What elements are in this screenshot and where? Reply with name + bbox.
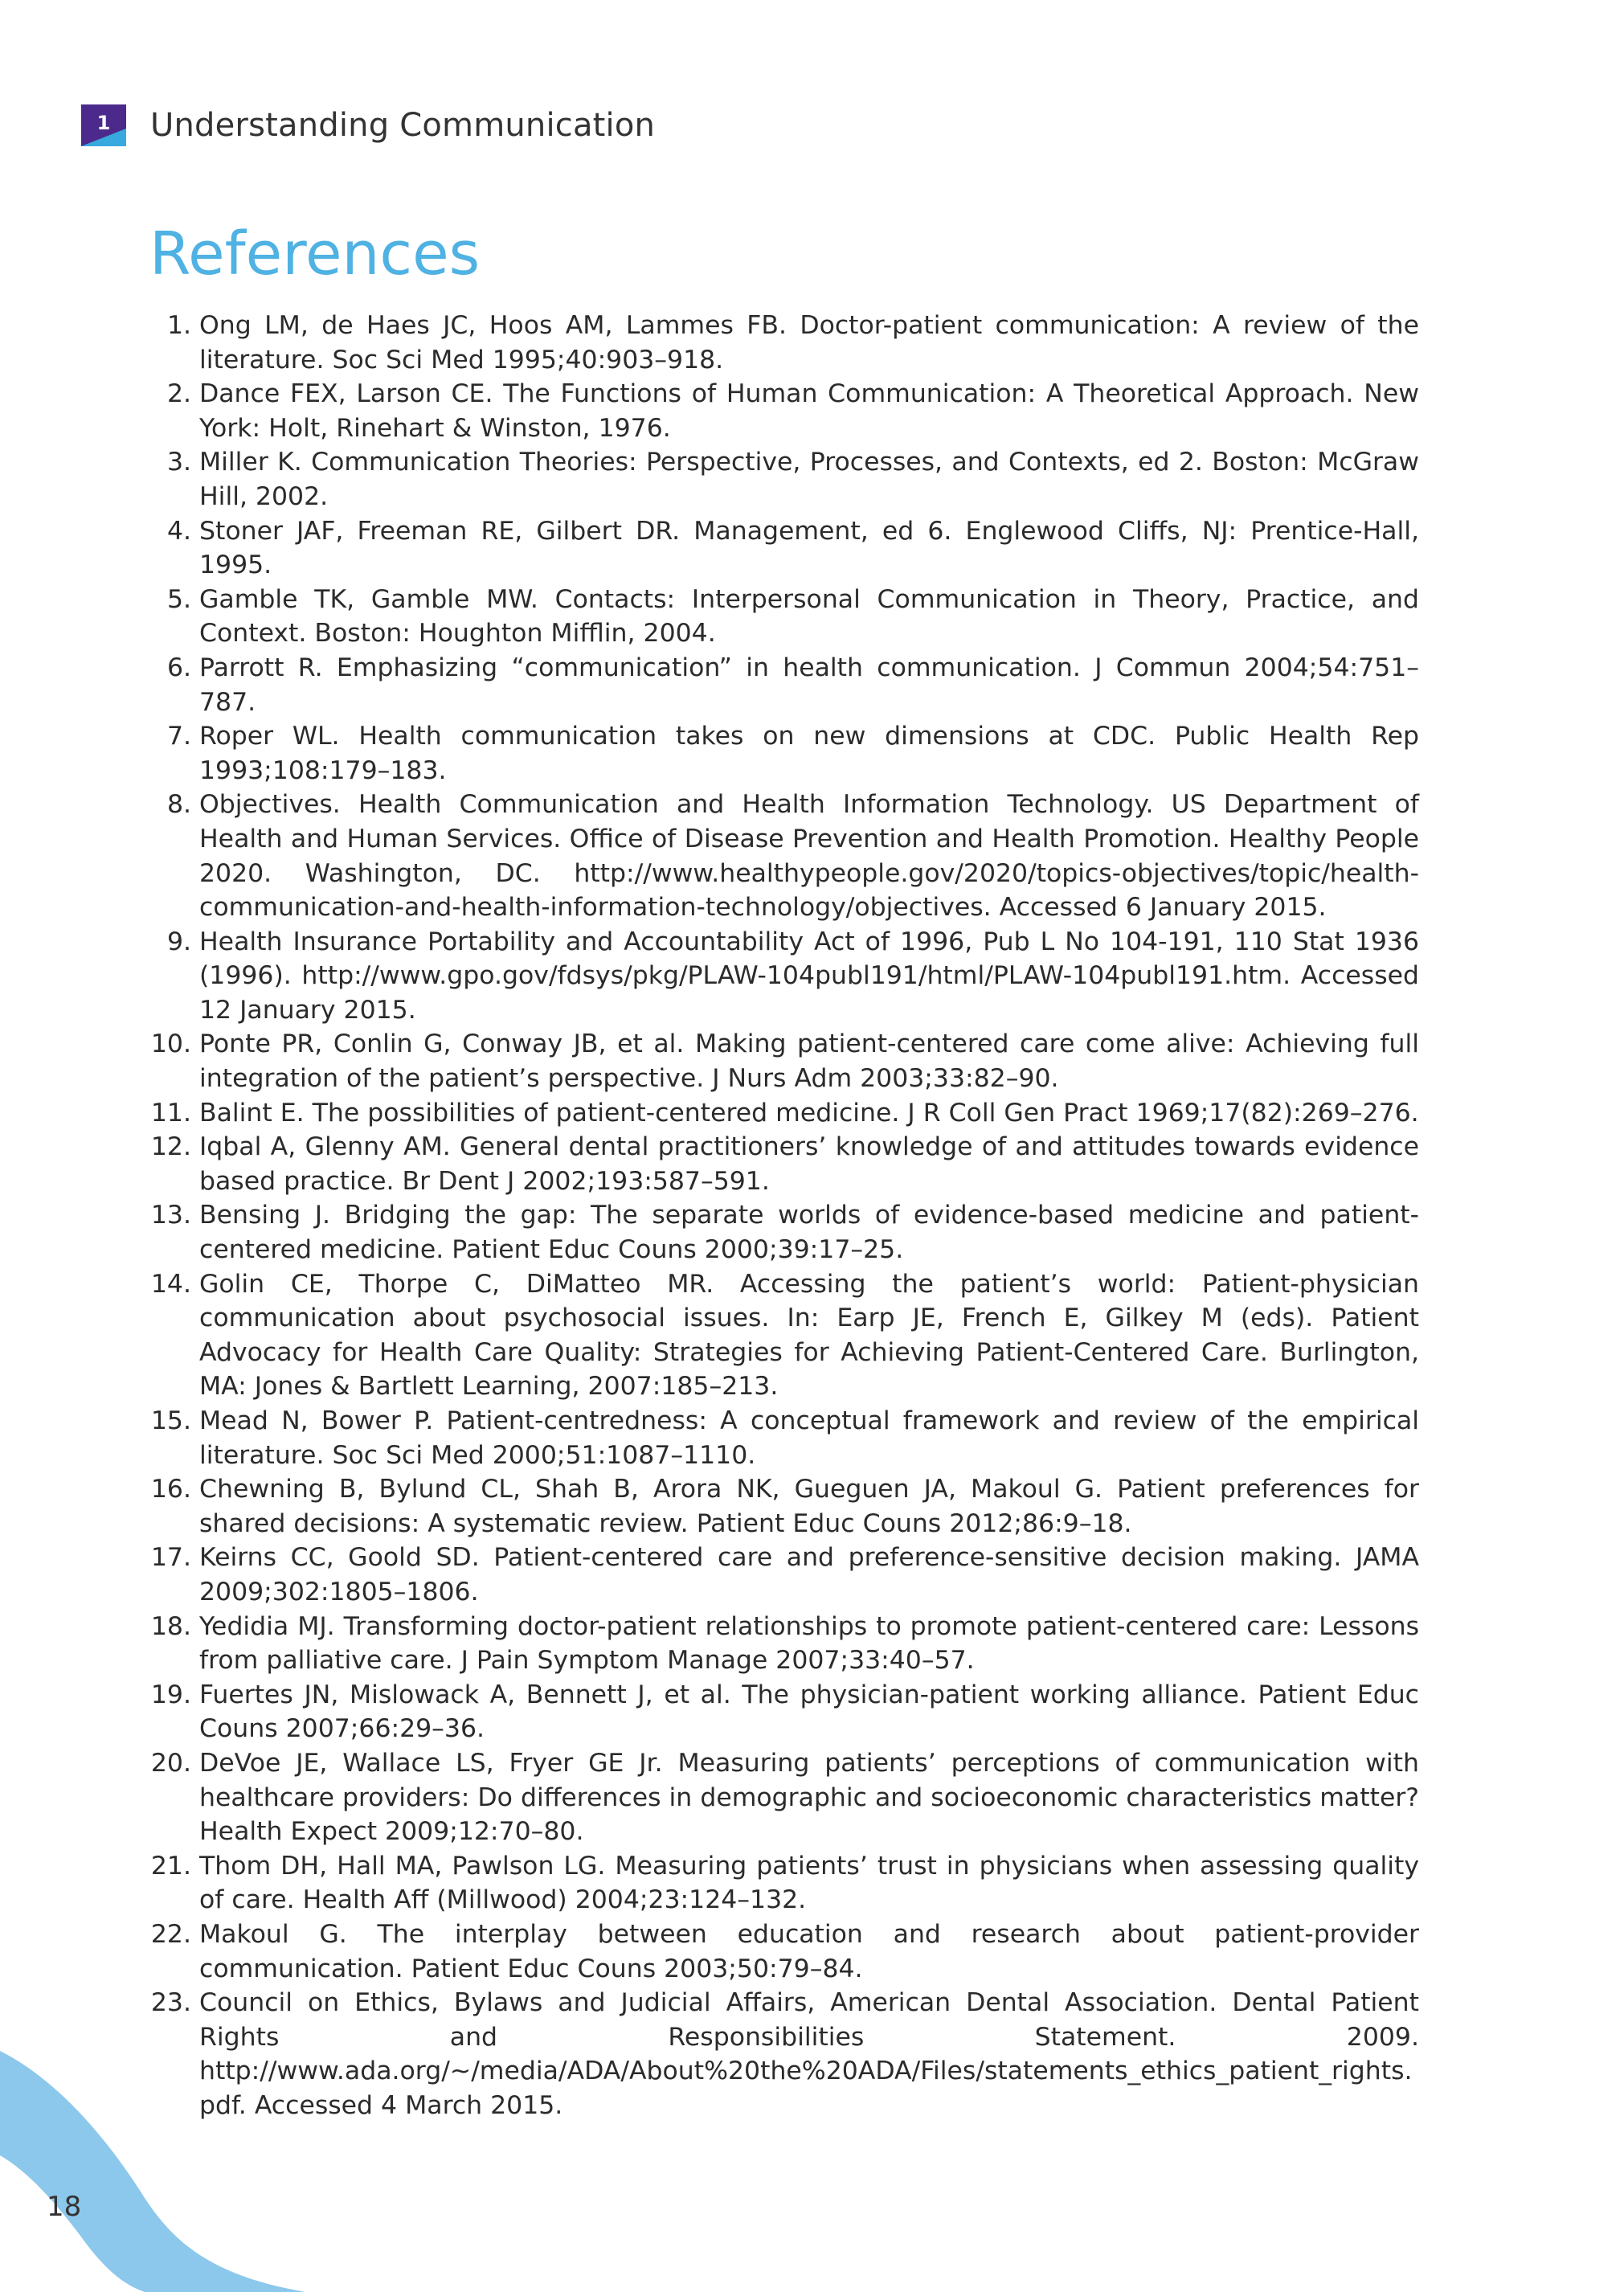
reference-item bbox=[149, 377, 1419, 445]
chapter-title: Understanding Communication bbox=[150, 107, 656, 144]
reference-item bbox=[149, 925, 1419, 1028]
reference-text: Dance FEX, Larson CE. The Functions of Human Communication: A Theoretical Approach. New York: Holt, Rinehart & Winston, 1976. bbox=[199, 379, 1419, 443]
chapter-badge bbox=[81, 104, 126, 146]
reference-list bbox=[149, 309, 1419, 2122]
reference-number: 11. bbox=[150, 1098, 191, 1128]
reference-number: 21. bbox=[150, 1851, 191, 1881]
reference-item bbox=[149, 1746, 1419, 1849]
reference-item bbox=[149, 1096, 1419, 1131]
decorative-swoosh bbox=[0, 2051, 378, 2292]
reference-text: Health Insurance Portability and Accountability Act of 1996, Pub L No 104-191, 110 Stat 1936 (1996). http://www.gpo.gov/fdsys/pkg/PLAW-104publ191/html/PLAW-104publ191.htm. Accessed 12 January 2015. bbox=[199, 927, 1419, 1025]
reference-item bbox=[149, 309, 1419, 377]
reference-item bbox=[149, 1130, 1419, 1198]
reference-text: Miller K. Communication Theories: Perspective, Processes, and Contexts, ed 2. Boston: McGraw Hill, 2002. bbox=[199, 448, 1419, 511]
reference-item bbox=[149, 1267, 1419, 1404]
reference-item bbox=[149, 1918, 1419, 1986]
section-title: References bbox=[149, 219, 481, 289]
reference-item bbox=[149, 1027, 1419, 1095]
reference-number: 19. bbox=[150, 1680, 191, 1709]
reference-number: 2. bbox=[166, 379, 191, 409]
reference-item bbox=[149, 1198, 1419, 1267]
reference-number: 22. bbox=[150, 1919, 191, 1949]
reference-text: Iqbal A, Glenny AM. General dental practitioners’ knowledge of and attitudes towards evidence based practice. Br Dent J 2002;193:587–591. bbox=[199, 1132, 1419, 1196]
reference-text: Chewning B, Bylund CL, Shah B, Arora NK, Gueguen JA, Makoul G. Patient preferences for shared decisions: A systematic review. Patient Educ Couns 2012;86:9–18. bbox=[199, 1475, 1419, 1538]
reference-item bbox=[149, 1472, 1419, 1541]
reference-item bbox=[149, 719, 1419, 788]
reference-text: Fuertes JN, Mislowack A, Bennett J, et al. The physician-patient working alliance. Patient Educ Couns 2007;66:29–36. bbox=[199, 1680, 1419, 1744]
reference-number: 8. bbox=[166, 790, 191, 820]
reference-text: Mead N, Bower P. Patient-centredness: A conceptual framework and review of the empirical literature. Soc Sci Med 2000;51:1087–1110. bbox=[199, 1406, 1419, 1470]
reference-text: Council on Ethics, Bylaws and Judicial Affairs, American Dental Association. Dental Patient Rights and Responsibilities Statement. 2009. http://www.ada.org/~/media/ADA/About%20the%20ADA/Files/statements_ethics_patient_rights.pdf. Accessed 4 March 2015. bbox=[199, 1988, 1419, 2120]
reference-number: 10. bbox=[150, 1029, 191, 1059]
reference-text: Balint E. The possibilities of patient-centered medicine. J R Coll Gen Pract 1969;17(82):269–276. bbox=[199, 1098, 1419, 1128]
reference-text: Ponte PR, Conlin G, Conway JB, et al. Making patient-centered care come alive: Achieving full integration of the patient’s perspective. J Nurs Adm 2003;33:82–90. bbox=[199, 1029, 1419, 1094]
reference-text: DeVoe JE, Wallace LS, Fryer GE Jr. Measuring patients’ perceptions of communication with healthcare providers: Do differences in demographic and socioeconomic characteristics matter? Health Expect 2009;12:70–80. bbox=[199, 1748, 1419, 1847]
reference-number: 14. bbox=[150, 1269, 191, 1299]
reference-text: Thom DH, Hall MA, Pawlson LG. Measuring patients’ trust in physicians when assessing quality of care. Health Aff (Millwood) 2004;23:124–132. bbox=[199, 1851, 1419, 1915]
reference-text: Objectives. Health Communication and Health Information Technology. US Department of Health and Human Services. Office of Disease Prevention and Health Promotion. Healthy People 2020. Washington, DC. http://www.healthypeople.gov/2020/topics-objectives/topic/health-communication-and-health-information-technology/objectives. Accessed 6 January 2015. bbox=[199, 790, 1419, 923]
reference-item bbox=[149, 1849, 1419, 1918]
reference-item bbox=[149, 651, 1419, 719]
reference-number: 1. bbox=[166, 311, 191, 340]
reference-number: 9. bbox=[166, 927, 191, 956]
reference-number: 13. bbox=[150, 1201, 191, 1230]
reference-item bbox=[149, 514, 1419, 583]
reference-item bbox=[149, 788, 1419, 924]
reference-number: 4. bbox=[166, 516, 191, 546]
reference-item bbox=[149, 1678, 1419, 1746]
reference-number: 16. bbox=[150, 1475, 191, 1504]
page-number: 18 bbox=[47, 2191, 82, 2223]
reference-number: 20. bbox=[150, 1748, 191, 1778]
reference-text: Yedidia MJ. Transforming doctor-patient relationships to promote patient-centered care: Lessons from palliative care. J Pain Symptom Manage 2007;33:40–57. bbox=[199, 1611, 1419, 1676]
reference-number: 5. bbox=[166, 584, 191, 614]
reference-number: 23. bbox=[150, 1988, 191, 2018]
reference-text: Makoul G. The interplay between education and research about patient-provider communication. Patient Educ Couns 2003;50:79–84. bbox=[199, 1919, 1419, 1983]
reference-item bbox=[149, 583, 1419, 651]
reference-number: 6. bbox=[166, 653, 191, 682]
reference-text: Golin CE, Thorpe C, DiMatteo MR. Accessing the patient’s world: Patient-physician communication about psychosocial issues. In: Earp JE, French E, Gilkey M (eds). Patient Advocacy for Health Care Quality: Strategies for Achieving Patient-Centered Care. Burlington, MA: Jones & Bartlett Learning, 2007:185–213. bbox=[199, 1269, 1419, 1402]
reference-text: Parrott R. Emphasizing “communication” in health communication. J Commun 2004;54:751–787. bbox=[199, 653, 1419, 717]
reference-number: 15. bbox=[150, 1406, 191, 1435]
chapter-number: 1 bbox=[96, 112, 111, 134]
reference-text: Gamble TK, Gamble MW. Contacts: Interpersonal Communication in Theory, Practice, and Context. Boston: Houghton Mifflin, 2004. bbox=[199, 584, 1419, 649]
reference-text: Roper WL. Health communication takes on new dimensions at CDC. Public Health Rep 1993;108:179–183. bbox=[199, 722, 1419, 785]
reference-item bbox=[149, 1610, 1419, 1678]
reference-number: 12. bbox=[150, 1132, 191, 1162]
reference-item bbox=[149, 1541, 1419, 1609]
reference-number: 7. bbox=[166, 722, 191, 751]
reference-text: Bensing J. Bridging the gap: The separate worlds of evidence-based medicine and patient-centered medicine. Patient Educ Couns 2000;39:17–25. bbox=[199, 1201, 1419, 1265]
reference-text: Keirns CC, Goold SD. Patient-centered care and preference-sensitive decision making. JAMA 2009;302:1805–1806. bbox=[199, 1543, 1419, 1606]
reference-text: Ong LM, de Haes JC, Hoos AM, Lammes FB. Doctor-patient communication: A review of the literature. Soc Sci Med 1995;40:903–918. bbox=[199, 311, 1419, 374]
reference-number: 18. bbox=[150, 1611, 191, 1641]
running-header bbox=[81, 103, 655, 148]
reference-item bbox=[149, 445, 1419, 514]
reference-number: 3. bbox=[166, 448, 191, 477]
reference-text: Stoner JAF, Freeman RE, Gilbert DR. Management, ed 6. Englewood Cliffs, NJ: Prentice-Hall, 1995. bbox=[199, 516, 1419, 580]
reference-number: 17. bbox=[150, 1543, 191, 1573]
reference-item bbox=[149, 1404, 1419, 1472]
